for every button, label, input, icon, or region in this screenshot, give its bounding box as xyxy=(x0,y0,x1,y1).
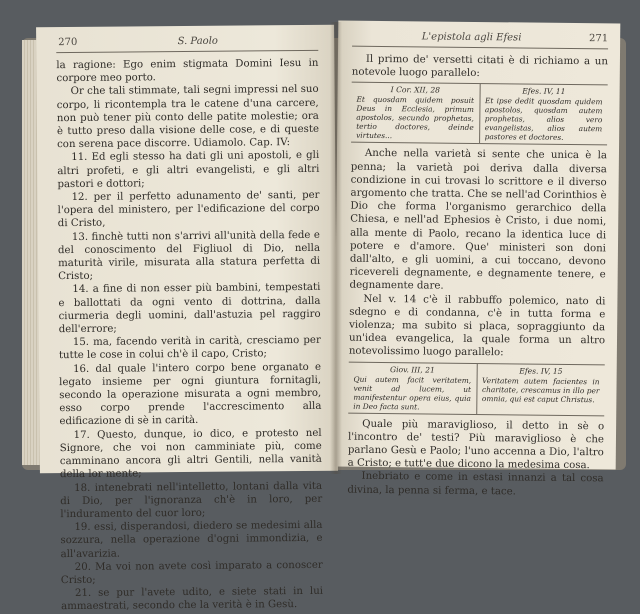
quote-reference: Giov. III, 21 xyxy=(390,364,435,375)
quote-reference: Efes. IV, 15 xyxy=(519,366,563,376)
quote-reference: I Cor. XII, 28 xyxy=(390,85,441,96)
right-paragraph: Nel v. 14 c'è il rabbuffo polemico, nato di sdegno e di condanna, c'è in tutta forma e violenza; ma subito si placa, sopraggiunto da un'idea evangelica, la quale forma un altro notevolissimo luogo parallelo: xyxy=(348,293,606,359)
left-running-head xyxy=(58,35,318,48)
verse: 17. Questo, dunque, io dico, e protesto nel Signore, che voi non camminiate più, come camminano ancora gli altri Gentili, nella vanità della lor mente; xyxy=(59,427,322,481)
verse: 11. Ed egli stesso ha dati gli uni apostoli, e gli altri profeti, e gli altri evangelisti, e gli altri pastori e dottori; xyxy=(57,150,320,190)
quote-left-column xyxy=(348,362,476,413)
quote-right-column xyxy=(476,364,605,415)
right-running-title: L'epistola agli Efesi xyxy=(421,31,522,44)
left-running-title: S. Paolo xyxy=(177,35,218,48)
verse: 21. se pur l'avete udito, e siete stati in lui ammaestrati, secondo che la verità è in Gesù. xyxy=(61,585,324,613)
left-header-rule xyxy=(56,50,318,53)
right-page xyxy=(334,21,621,498)
quote-text: Veritatem autem facientes in charitate, crescamus in illo per omnia, qui est caput Christus. xyxy=(481,375,600,404)
left-page-number: 270 xyxy=(58,36,78,49)
right-paragraph: Quale più maraviglioso, il detto in sè o l'incontro de' testi? Più maraviglioso è che parlano Gesù e Paolo; l'uno accenna a Dio, l'altro a Cristo; e tutt'e due dicono la medesima cosa. xyxy=(347,418,605,472)
book-gutter xyxy=(330,22,342,474)
verse: 12. per il perfetto adunamento de' santi, per l'opera del ministero, per l'edificazione del corpo di Cristo, xyxy=(57,189,320,230)
left-paragraph: Or che tali stimmate, tali segni impressi nel suo corpo, li ricontempla tra le catene d'una carcere, non può tener più conto delle patite molestie; ora è tutto preso dalla visione delle cose, e di queste con serena pace discorre. Udiamolo. Cap. IV: xyxy=(56,84,320,151)
right-page-body xyxy=(347,53,608,500)
verse: 18. intenebrati nell'intelletto, lontani dalla vita di Dio, per l'ignoranza ch'è in loro, per l'induramento del cuor loro; xyxy=(60,480,323,521)
quote-text: Et ipse dedit quosdam quidem apostolos, quosdam autem prophetas, alios vero evangelistas, alios autem pastores et doctores. xyxy=(484,96,603,143)
right-paragraph: Anche nella varietà si sente che unica è la penna; la varietà poi deriva dalla diversa condizione in cui trovasi lo scrittore e il diverso argomento che tratta. Che se nell'ad Corinthios è Dio che forma l'organismo gerarchico della Chiesa, e nell'ad Ephesios è Cristo, i due nomi, alla mente di Paolo, recano la identica luce di potere e d'amore. Que' ministeri son doni dall'alto, e gli uomini, a cui toccano, devono ricevereli degnamente, e degnamente tenere, e degnamente dare. xyxy=(349,148,607,293)
right-page-number: 271 xyxy=(588,33,609,45)
quote-reference: Efes. IV, 11 xyxy=(522,86,566,97)
quote-text: Et quosdam quidem posuit Deus in Ecclesia, primum apostolos, secundo prophetas, tertio doctores, deinde virtutes... xyxy=(356,95,475,141)
verse: 14. a fine di non esser più bambini, tempestati e ballottati da ogni vento di dottrina, dalla ciurmeria degli uomini, dall'astuzia pel raggiro dell'errore; xyxy=(58,282,321,336)
quote-text: Qui autem facit veritatem, venit ad lucem, ut manifestentur opera eius, quia in Deo facta sunt. xyxy=(353,374,472,412)
verse: 13. finchè tutti non s'arrivi all'unità della fede e del conoscimento del Figliuol di Dio, nella maturità virile, misurata alla statura perfetta di Cristo; xyxy=(57,229,321,283)
parallel-quote-box-1 xyxy=(351,82,608,146)
intro-paragraph: Il primo de' versetti citati è di richiamo a un notevole luogo parallelo: xyxy=(351,53,608,80)
left-paragraph: la ragione: Ego enim stigmata Domini Iesu in corpore meo porto. xyxy=(56,57,319,85)
quote-left-column xyxy=(351,83,479,143)
left-page-body xyxy=(56,57,323,614)
right-paragraph: Inebriato e come in estasi innanzi a tal cosa divina, la penna si ferma, e tace. xyxy=(347,471,604,498)
parallel-quote-box-2 xyxy=(348,361,605,416)
left-page xyxy=(36,25,338,613)
quote-right-column xyxy=(479,84,608,144)
verse: 15. ma, facendo verità in carità, cresciamo per tutte le cose in colui ch'è il capo, Cristo; xyxy=(58,335,321,362)
right-header-rule xyxy=(352,46,608,50)
verse: 19. essi, disperandosi, diedero se medesimi alla sozzura, nella operazione d'ogni immondizia, e all'avarizia. xyxy=(60,519,323,560)
verse: 20. Ma voi non avete così imparato a conoscer Cristo; xyxy=(60,559,323,587)
verse: 16. dal quale l'intero corpo bene organato e legato insieme per ogni giuntura fornitagli, secondo la operazione misurata a ogni membro, esso corpo prende l'accrescimento alla edificazione di sè in carità. xyxy=(59,361,322,428)
right-running-head xyxy=(354,31,608,45)
